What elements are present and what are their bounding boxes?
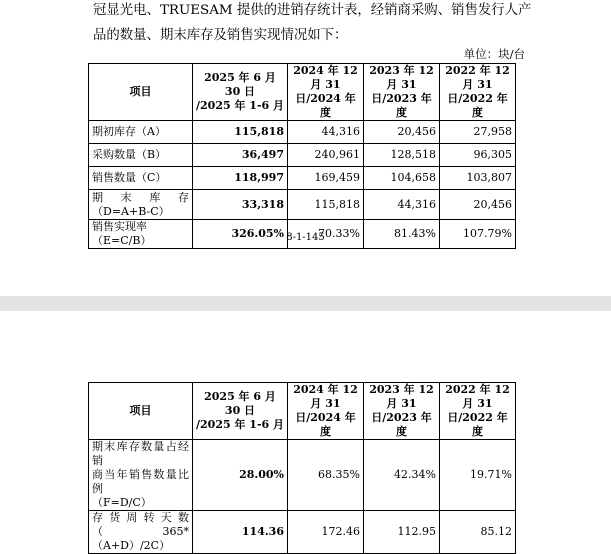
header-2022: 2022 年 12 月 31 日/2022 年度 [440,64,516,121]
table-cell: 103,807 [440,167,516,190]
row-label: 期末库存数量占经销 商当年销售数量比例 （F=D/C） [89,440,193,511]
header-item: 项目 [89,64,193,121]
table-cell: 114.36 [193,511,288,554]
table-row [89,167,516,190]
table-cell: 20,456 [440,190,516,220]
table-row [89,511,516,554]
table-cell: 33,318 [193,190,288,220]
header-2025: 2025 年 6 月 30 日 /2025 年 1-6 月 [193,383,288,440]
header-2023: 2023 年 12 月 31 日/2023 年度 [364,383,440,440]
row-label: 期初库存（A） [89,121,193,144]
table-cell: 115,818 [193,121,288,144]
table-cell: 81.43% [364,220,440,249]
table-cell: 96,305 [440,144,516,167]
unit-label: 单位：块/台 [463,47,525,61]
document-page-2 [0,311,611,552]
header-2024: 2024 年 12 月 31 日/2024 年度 [288,383,364,440]
table-cell: 27,958 [440,121,516,144]
table-cell: 44,316 [364,190,440,220]
table-cell: 19.71% [440,440,516,511]
row-label: 采购数量（B） [89,144,193,167]
table-cell: 44,316 [288,121,364,144]
table-header-row [89,64,516,121]
page-number: 8-1-145 [286,232,325,243]
table-cell: 169,459 [288,167,364,190]
row-label: 销售数量（C） [89,167,193,190]
header-2024: 2024 年 12 月 31 日/2024 年度 [288,64,364,121]
header-2022: 2022 年 12 月 31 日/2022 年度 [440,383,516,440]
table-row [89,440,516,511]
table-cell: 128,518 [364,144,440,167]
header-2025: 2025 年 6 月 30 日 /2025 年 1-6 月 [193,64,288,121]
table-row [89,190,516,220]
row-label: 存货周转天数（365* （A+D）/2C） [89,511,193,554]
table-cell: 70.33% [288,220,364,249]
table-cell: 115,818 [288,190,364,220]
table-cell: 68.35% [288,440,364,511]
row-label: 销售实现率（E=C/B） [89,220,193,249]
table-cell: 112.95 [364,511,440,554]
intro-paragraph: 冠显光电、TRUESAM 提供的进销存统计表，经销商采购、销售发行人产品的数量、期末库存及销售实现情况如下： [93,3,532,43]
page-separator [0,296,611,311]
table-cell: 107.79% [440,220,516,249]
table-cell: 85.12 [440,511,516,554]
table-cell: 240,961 [288,144,364,167]
table-cell: 36,497 [193,144,288,167]
table-cell: 104,658 [364,167,440,190]
table-cell: 42.34% [364,440,440,511]
table-cell: 172.46 [288,511,364,554]
table-cell: 326.05% [193,220,288,249]
row-label: 期末库存 （D=A+B-C） [89,190,193,220]
header-2023: 2023 年 12 月 31 日/2023 年度 [364,64,440,121]
table-cell: 118,997 [193,167,288,190]
table-cell: 20,456 [364,121,440,144]
table-header-row [89,383,516,440]
table-row [89,144,516,167]
table-cell: 28.00% [193,440,288,511]
inventory-table-1 [88,63,516,249]
table-row [89,121,516,144]
inventory-table-2 [88,382,516,554]
header-item: 项目 [89,383,193,440]
